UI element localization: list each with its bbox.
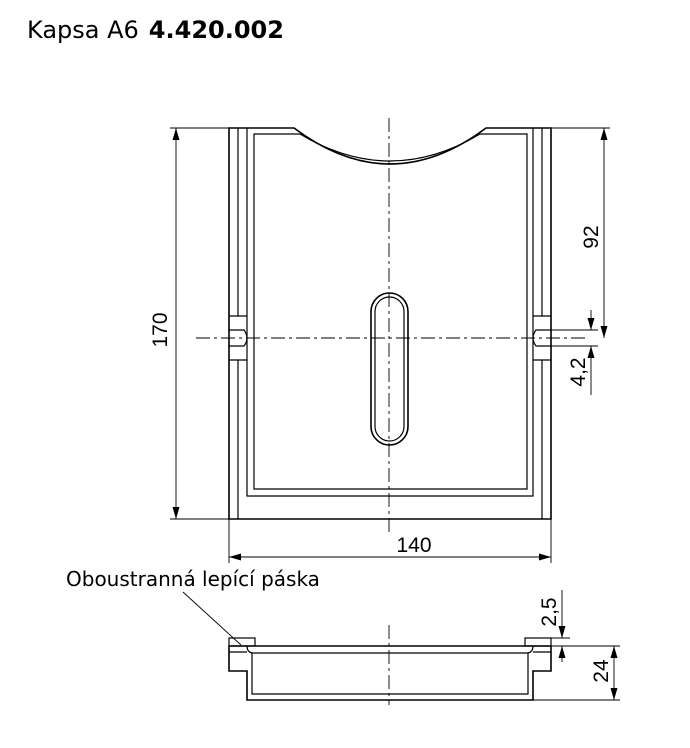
title-name: Kapsa A6	[27, 16, 139, 44]
right-tape-pad	[525, 638, 551, 646]
front-view	[229, 128, 551, 519]
arrow-slot-bottom	[588, 346, 595, 358]
arrow-depth-top	[611, 646, 618, 658]
arrow-height-top	[173, 128, 180, 140]
arrow-tape-top	[559, 626, 566, 638]
left-tape-pad	[229, 638, 255, 646]
center-lines	[196, 118, 588, 705]
arrow-width-right	[539, 554, 551, 561]
arrow-width-left	[229, 554, 241, 561]
arrow-slot-top	[588, 318, 595, 330]
dim-tape-label: 2,5	[538, 597, 561, 627]
arrow-height-bottom	[173, 507, 180, 519]
center-oval-slot-inner	[375, 297, 404, 441]
arrow-depth-bottom	[611, 688, 618, 700]
tray-inner	[252, 653, 528, 694]
dim-height-label: 170	[149, 312, 172, 348]
arrow-92-bottom	[601, 326, 608, 338]
tray-rim	[247, 646, 533, 653]
pocket-outline	[229, 128, 551, 519]
arrow-tape-bottom	[559, 646, 566, 658]
title-code: 4.420.002	[148, 16, 284, 44]
dim-width-label: 140	[396, 534, 432, 557]
pocket-inner-outline-2	[254, 134, 527, 489]
dim-depth-label: 24	[590, 659, 613, 683]
section-view	[229, 638, 551, 700]
dim-top-depth-label: 92	[580, 225, 603, 249]
center-oval-slot	[371, 293, 408, 445]
dim-slot-label: 4,2	[567, 357, 590, 387]
tape-leader-line	[183, 592, 241, 645]
tape-label: Oboustranná lepící páska	[66, 567, 320, 591]
tray-outline	[229, 646, 551, 700]
arrow-92-top	[601, 128, 608, 140]
